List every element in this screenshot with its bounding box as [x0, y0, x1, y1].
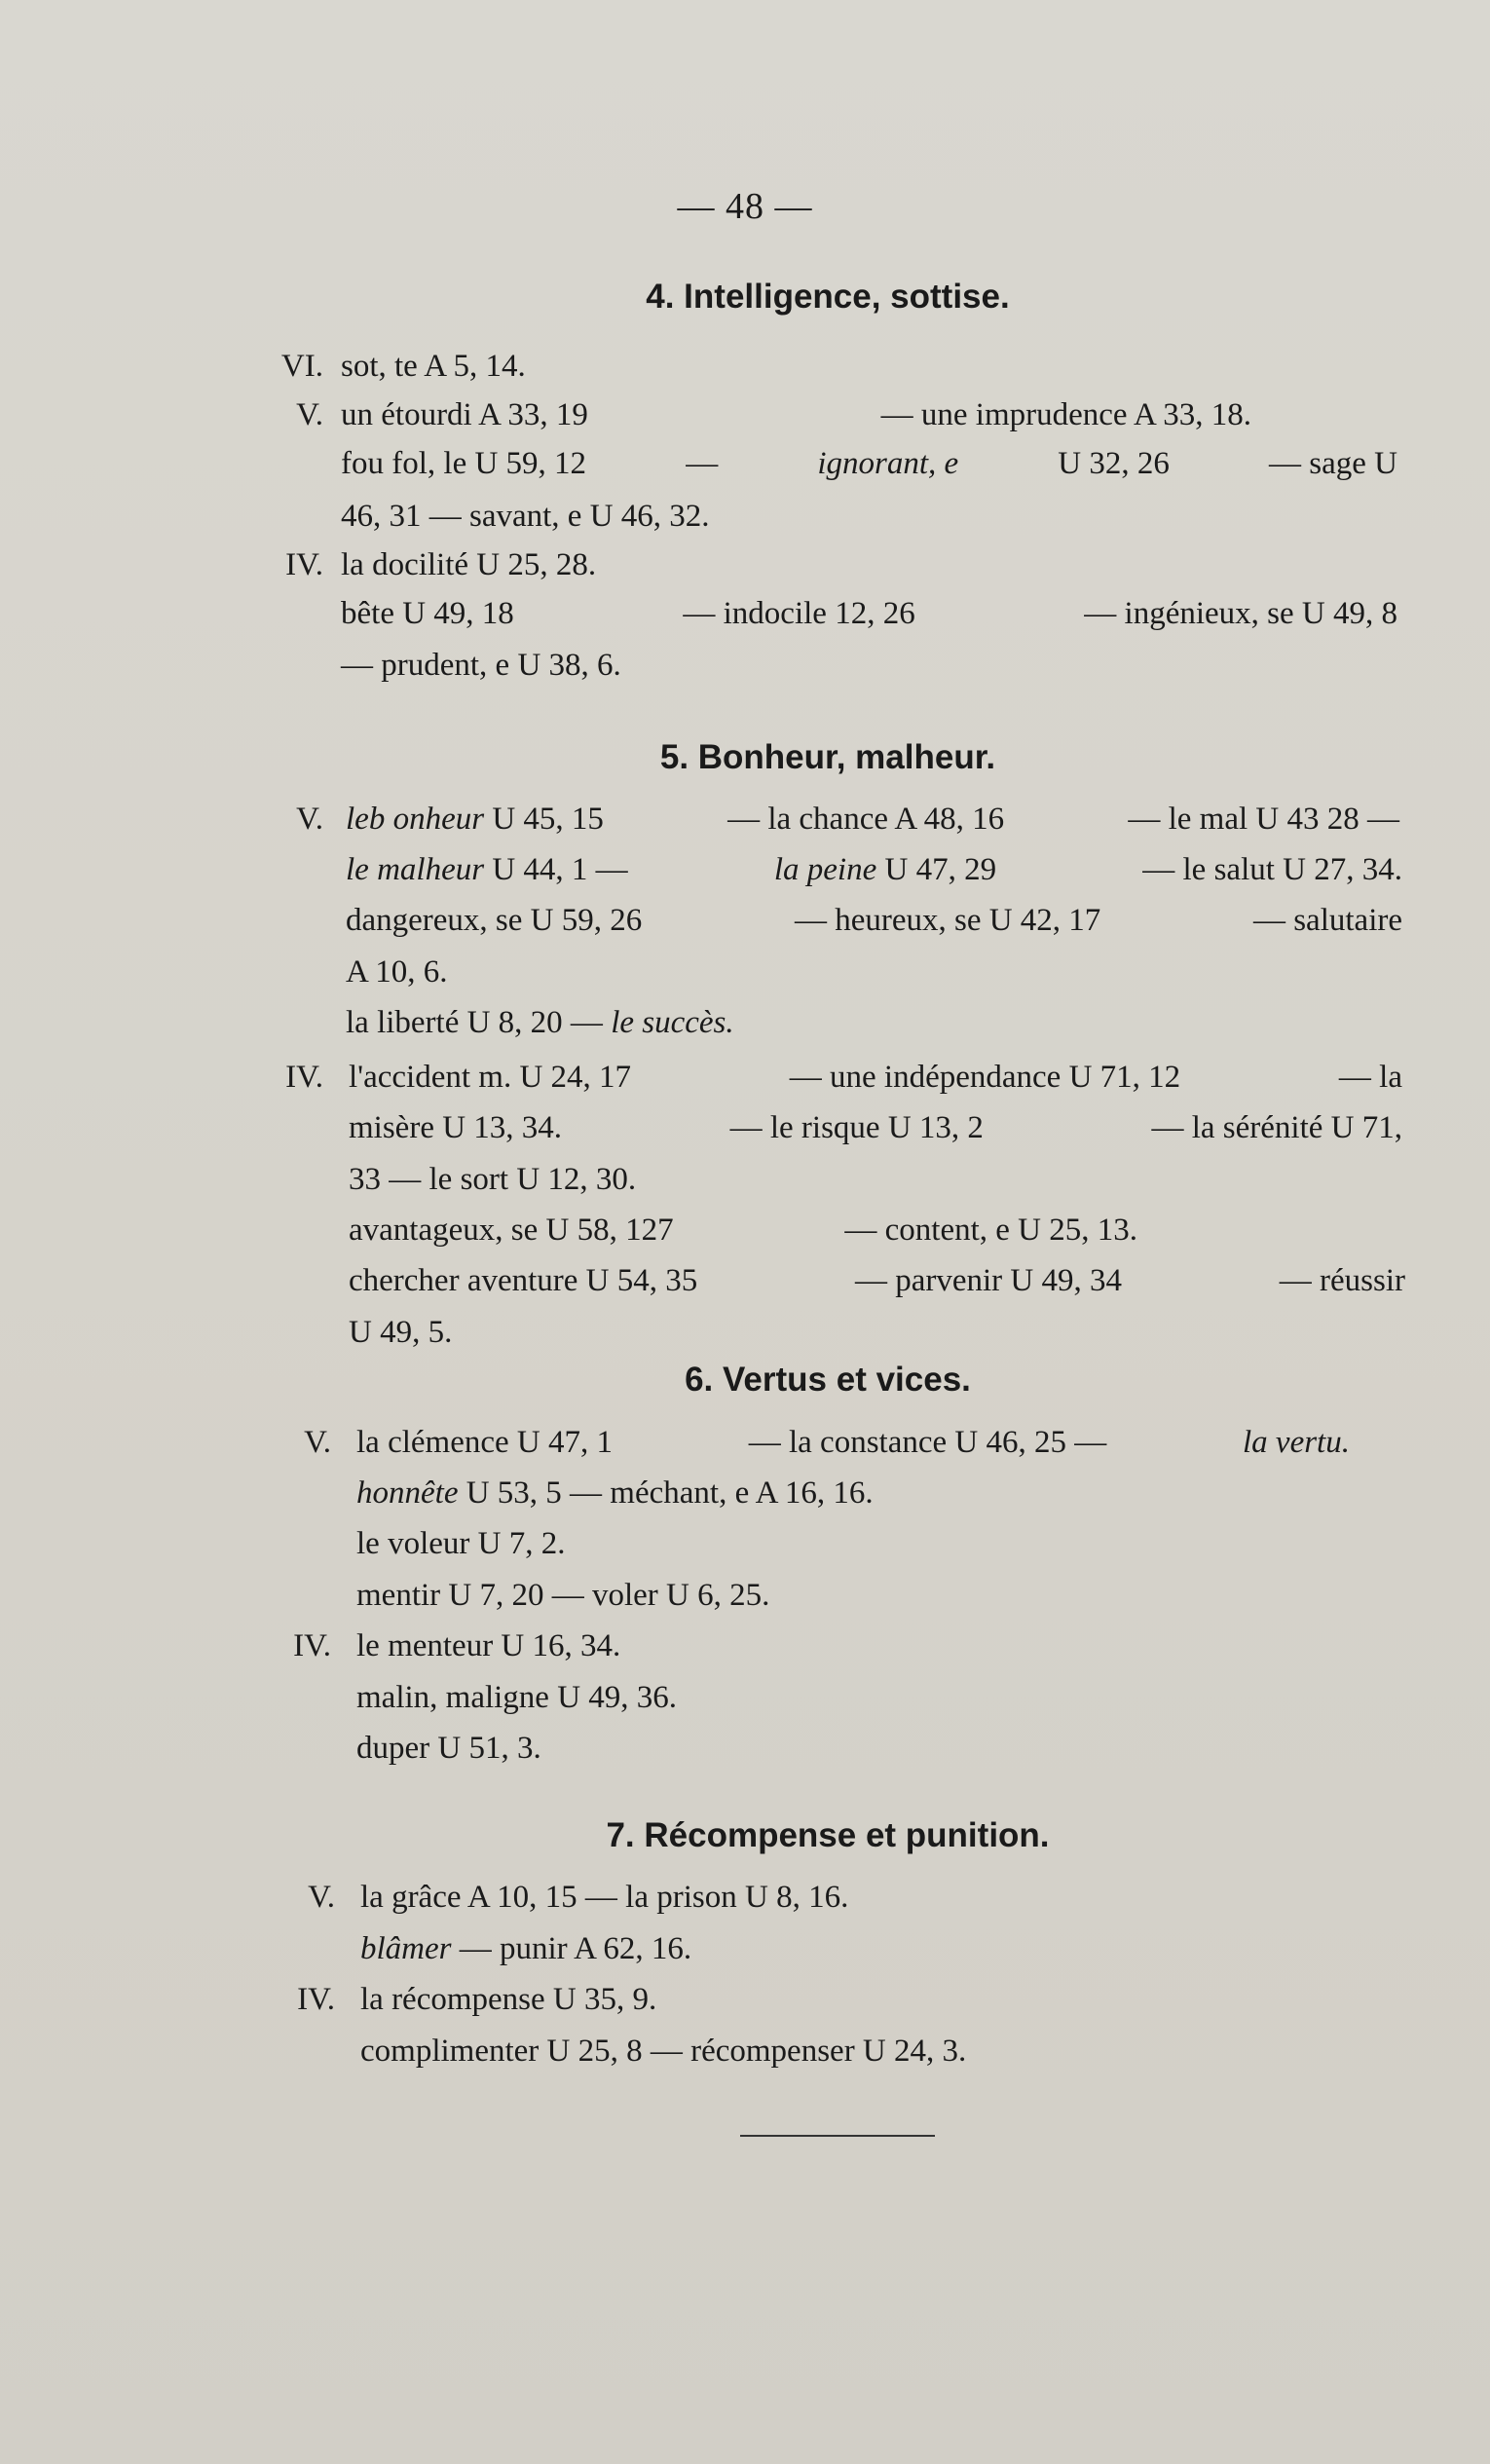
entry-text: fou fol, le U 59, 12 [341, 446, 587, 481]
entry-text: — ingénieux, se U 49, 8 [1084, 596, 1397, 631]
entry-text: un étourdi A 33, 19 [341, 397, 588, 432]
entry-line: la docilité U 25, 28. [341, 547, 597, 582]
section-title-intelligence: 4. Intelligence, sottise. [646, 278, 1010, 316]
section-title-recompense: 7. Récompense et punition. [606, 1816, 1050, 1854]
entry-line [346, 852, 1402, 888]
entry-line [346, 1005, 734, 1041]
entry-text: — une imprudence A 33, 18. [880, 397, 1251, 432]
level-label-iv: IV. [293, 1628, 331, 1663]
entry-text: — content, e U 25, 13. [844, 1213, 1137, 1248]
entry-text: — le salut U 27, 34. [1142, 852, 1402, 887]
entry-text: — le mal U 43 28 — [1128, 802, 1399, 837]
entry-text-italic: le succès. [611, 1005, 734, 1040]
entry-text: U 44, 1 — [492, 852, 628, 887]
entry-line: malin, maligne U 49, 36. [356, 1680, 678, 1715]
entry-line [341, 446, 1397, 482]
entry-line [349, 1060, 1402, 1096]
entry-text: chercher aventure U 54, 35 [349, 1263, 698, 1298]
level-label-iv: IV. [297, 1982, 335, 2017]
entry-text: — indocile 12, 26 [683, 596, 915, 631]
entry-line [341, 596, 1397, 632]
entry-line [349, 1110, 1402, 1146]
level-label-v: V. [296, 802, 323, 837]
entry-text-italic: leb onheur [346, 802, 485, 837]
entry-line [360, 1931, 691, 1967]
entry-text: avantageux, se U 58, 127 [349, 1213, 674, 1248]
entry-line: 33 — le sort U 12, 30. [349, 1162, 637, 1197]
entry-text: U 47, 29 [884, 852, 997, 887]
entry-line [356, 1475, 874, 1512]
entry-line: duper U 51, 3. [356, 1731, 541, 1766]
entry-text: la liberté U 8, 20 — [346, 1005, 603, 1040]
entry-text: — réussir [1279, 1263, 1405, 1298]
entry-text-italic: la vertu. [1243, 1425, 1350, 1460]
entry-text: l'accident m. U 24, 17 [349, 1060, 632, 1095]
entry-text-italic: blâmer [360, 1931, 452, 1966]
closing-rule [740, 2135, 935, 2137]
entry-text: — parvenir U 49, 34 [854, 1263, 1123, 1298]
level-label-iv: IV. [285, 1060, 323, 1095]
entry-text-italic: ignorant, e [817, 446, 959, 481]
level-label-iv: IV. [285, 547, 323, 582]
entry-line: — prudent, e U 38, 6. [341, 648, 621, 683]
entry-text-italic: honnête [356, 1475, 459, 1511]
entry-text: dangereux, se U 59, 26 [346, 903, 643, 938]
level-label-v: V. [296, 397, 323, 432]
entry-text: U 53, 5 — méchant, e A 16, 16. [466, 1475, 874, 1511]
level-label-vi: VI. [280, 349, 323, 384]
entry-text-italic: la peine [773, 852, 877, 887]
entry-line: la grâce A 10, 15 — la prison U 8, 16. [360, 1880, 849, 1915]
entry-line: sot, te A 5, 14. [341, 349, 526, 384]
entry-line [349, 1213, 1137, 1249]
entry-line [356, 1425, 1350, 1461]
entry-text: — heureux, se U 42, 17 [794, 903, 1101, 938]
entry-text: — la sérénité U 71, [1151, 1110, 1402, 1145]
entry-line: la récompense U 35, 9. [360, 1982, 657, 2017]
level-label-v: V. [308, 1880, 335, 1915]
section-title-bonheur: 5. Bonheur, malheur. [659, 738, 996, 776]
entry-line [341, 397, 1251, 433]
entry-line: le menteur U 16, 34. [356, 1628, 621, 1663]
page-number: — 48 — [677, 186, 813, 227]
entry-line [349, 1263, 1405, 1299]
entry-text: U 45, 15 [492, 802, 604, 837]
entry-text: — punir A 62, 16. [459, 1931, 692, 1966]
entry-text: — la chance A 48, 16 [727, 802, 1005, 837]
entry-text: — la constance U 46, 25 — [748, 1425, 1107, 1460]
entry-text-italic: le malheur [346, 852, 485, 887]
entry-line: 46, 31 — savant, e U 46, 32. [341, 499, 710, 534]
entry-line [346, 903, 1402, 939]
entry-line [346, 802, 1399, 838]
entry-line: A 10, 6. [346, 954, 448, 989]
entry-text: — [686, 446, 719, 481]
entry-line: complimenter U 25, 8 — récompenser U 24, 3. [360, 2034, 967, 2069]
entry-text: — sage U [1269, 446, 1397, 481]
entry-line: mentir U 7, 20 — voler U 6, 25. [356, 1578, 770, 1613]
section-title-vertus: 6. Vertus et vices. [685, 1361, 971, 1399]
entry-line: U 49, 5. [349, 1315, 453, 1350]
entry-text: — une indépendance U 71, 12 [789, 1060, 1181, 1095]
entry-text: — le risque U 13, 2 [729, 1110, 984, 1145]
entry-line: le voleur U 7, 2. [356, 1526, 566, 1561]
entry-text: U 32, 26 [1058, 446, 1170, 481]
entry-text: la clémence U 47, 1 [356, 1425, 613, 1460]
entry-text: — salutaire [1252, 903, 1402, 938]
entry-text: bête U 49, 18 [341, 596, 514, 631]
level-label-v: V. [304, 1425, 331, 1460]
entry-text: — la [1338, 1060, 1402, 1095]
entry-text: misère U 13, 34. [349, 1110, 563, 1145]
